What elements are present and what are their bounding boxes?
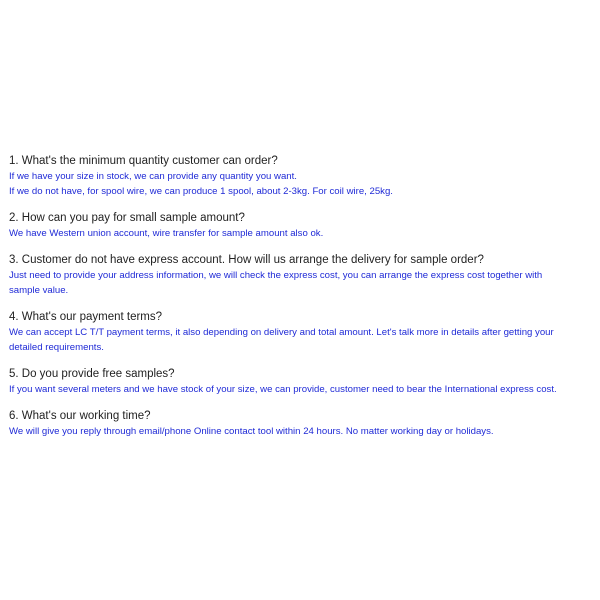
- faq-answer: [9, 424, 597, 439]
- faq-answer: [9, 226, 597, 241]
- faq-item-1: [9, 154, 597, 199]
- faq-item-2: [9, 211, 597, 241]
- faq-question: 4. What's our payment terms?: [9, 311, 163, 323]
- faq-item-6: [9, 409, 597, 439]
- faq-answer: [9, 325, 597, 355]
- faq-answer-line: detailed requirements.: [9, 342, 104, 353]
- faq-answer-line: We have Western union account, wire transfer for sample amount also ok.: [9, 228, 324, 239]
- faq-list: [9, 154, 597, 451]
- faq-answer-line: We can accept LC T/T payment terms, it also depending on delivery and total amount. Let's talk more in details after getting your: [9, 327, 554, 338]
- faq-answer: [9, 382, 597, 397]
- faq-question: 3. Customer do not have express account. How will us arrange the delivery for sample order?: [9, 254, 484, 266]
- faq-answer-line: If we have your size in stock, we can provide any quantity you want.: [9, 171, 297, 182]
- faq-question: 2. How can you pay for small sample amount?: [9, 212, 245, 224]
- faq-item-3: [9, 253, 597, 298]
- faq-answer-line: Just need to provide your address information, we will check the express cost, you can arrange the express cost together with: [9, 270, 543, 281]
- faq-answer: [9, 268, 597, 298]
- faq-answer-line: If we do not have, for spool wire, we can produce 1 spool, about 2-3kg. For coil wire, 25kg.: [9, 186, 393, 197]
- faq-answer-line: If you want several meters and we have stock of your size, we can provide, customer need to bear the International express cost.: [9, 384, 557, 395]
- faq-question: 5. Do you provide free samples?: [9, 368, 175, 380]
- faq-question: 6. What's our working time?: [9, 410, 151, 422]
- faq-item-4: [9, 310, 597, 355]
- faq-answer-line: sample value.: [9, 285, 69, 296]
- faq-answer-line: We will give you reply through email/phone Online contact tool within 24 hours. No matter working day or holidays.: [9, 426, 494, 437]
- faq-item-5: [9, 367, 597, 397]
- faq-question: 1. What's the minimum quantity customer can order?: [9, 155, 278, 167]
- faq-answer: [9, 169, 597, 199]
